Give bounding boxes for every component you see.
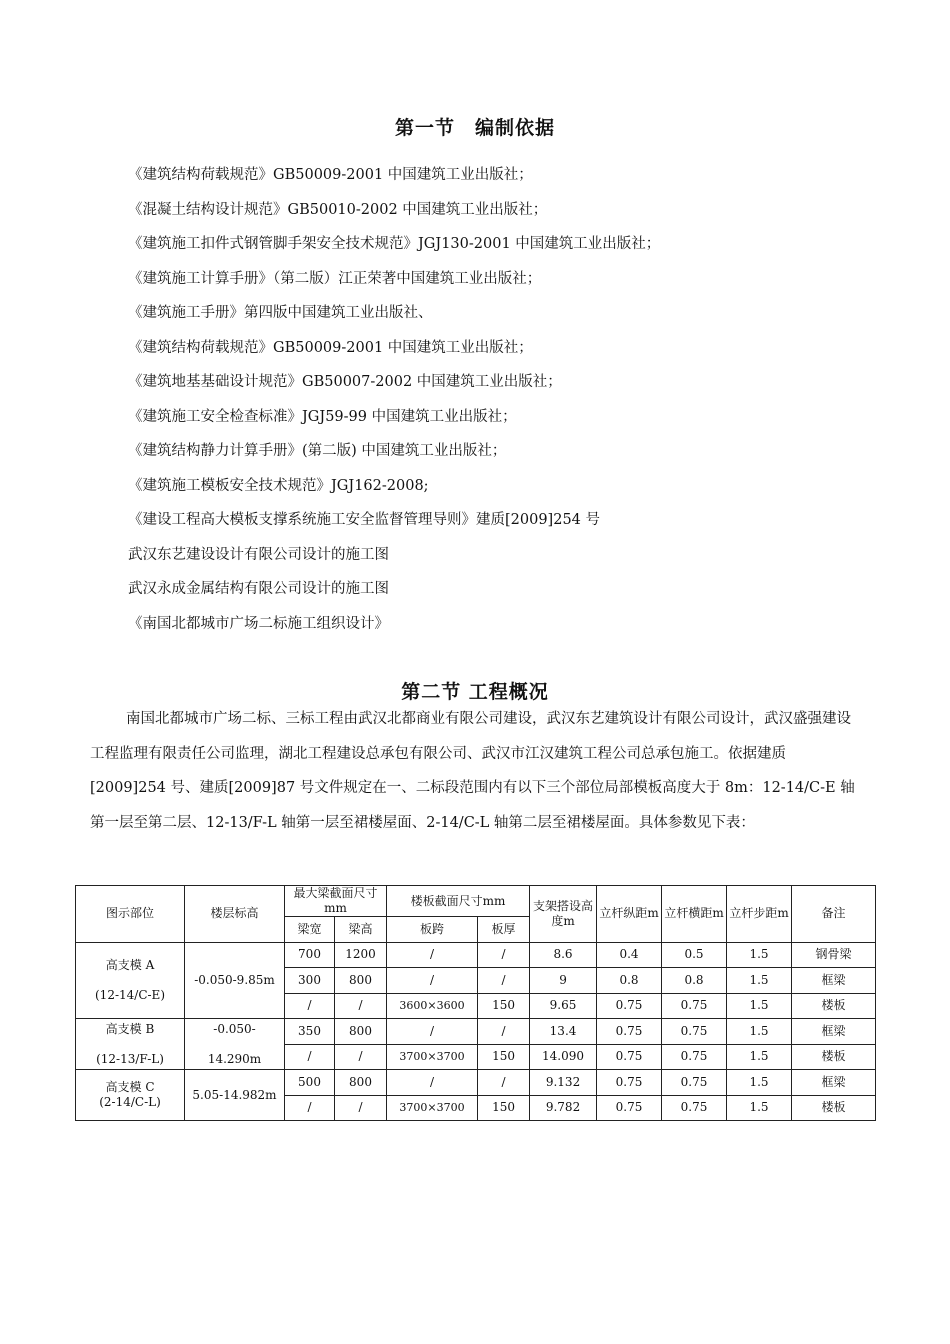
table-cell: 3600×3600 bbox=[387, 993, 478, 1019]
table-cell: 0.5 bbox=[662, 942, 727, 968]
reference-item: 《建筑施工手册》第四版中国建筑工业出版社、 bbox=[128, 305, 433, 321]
reference-item: 武汉东艺建设设计有限公司设计的施工图 bbox=[128, 546, 389, 563]
table-cell: 1200 bbox=[335, 942, 387, 968]
table-cell: / bbox=[478, 1070, 530, 1096]
header-trans: 立杆横距m bbox=[662, 886, 727, 943]
table-cell: 9.65 bbox=[530, 993, 597, 1019]
table-cell: 楼板 bbox=[792, 1044, 876, 1070]
section1-title: 第一节 编制依据 bbox=[394, 117, 555, 139]
group-floor bbox=[185, 1019, 285, 1070]
table-cell: 14.090 bbox=[530, 1044, 597, 1070]
table-cell: 9.782 bbox=[530, 1095, 597, 1121]
table-cell: 0.75 bbox=[597, 993, 662, 1019]
group-floor: -0.050-9.85m bbox=[185, 942, 285, 1019]
reference-item: 《建筑地基基础设计规范》GB50007-2002 中国建筑工业出版社； bbox=[128, 374, 562, 390]
table-row bbox=[76, 1019, 876, 1045]
table-cell: 1.5 bbox=[727, 993, 792, 1019]
header-part: 图示部位 bbox=[76, 886, 185, 943]
reference-item: 《建筑施工计算手册》（第二版）江正荣著中国建筑工业出版社； bbox=[128, 270, 542, 287]
header-slab-span: 板跨 bbox=[387, 917, 478, 943]
table-cell: 0.75 bbox=[662, 1070, 727, 1096]
table-cell: 0.75 bbox=[662, 1019, 727, 1045]
table-cell: 0.75 bbox=[662, 1095, 727, 1121]
reference-item: 《建筑施工模板安全技术规范》JGJ162-2008; bbox=[128, 477, 429, 494]
table-cell: 9.132 bbox=[530, 1070, 597, 1096]
table-cell: 150 bbox=[478, 1044, 530, 1070]
table-cell: 0.4 bbox=[597, 942, 662, 968]
table-cell: 8.6 bbox=[530, 942, 597, 968]
group-label bbox=[76, 942, 185, 1019]
group-axis: (2-14/C-L) bbox=[99, 1095, 161, 1109]
table-cell: 1.5 bbox=[727, 1019, 792, 1045]
section2-title: 第二节 工程概况 bbox=[401, 681, 549, 703]
reference-item: 《建筑结构荷载规范》GB50009-2001 中国建筑工业出版社； bbox=[128, 339, 533, 356]
table-cell: 框梁 bbox=[792, 1070, 876, 1096]
table-cell: / bbox=[285, 1044, 335, 1070]
group-floor-line: -0.050- bbox=[213, 1021, 256, 1036]
table-cell: 钢骨梁 bbox=[792, 942, 876, 968]
table-cell: 9 bbox=[530, 968, 597, 994]
table-cell: 0.8 bbox=[662, 968, 727, 994]
header-floor: 楼层标高 bbox=[185, 886, 285, 943]
reference-item: 《建筑施工安全检查标准》JGJ59-99 中国建筑工业出版社； bbox=[128, 408, 517, 425]
table-cell: 1.5 bbox=[727, 1095, 792, 1121]
header-height: 支架搭设高度m bbox=[530, 886, 597, 943]
table-cell: 800 bbox=[335, 1070, 387, 1096]
parameter-table bbox=[75, 885, 876, 1121]
table-cell: 1.5 bbox=[727, 1044, 792, 1070]
table-cell: 3700×3700 bbox=[387, 1044, 478, 1070]
table-cell: 0.75 bbox=[662, 993, 727, 1019]
table-cell: / bbox=[387, 942, 478, 968]
reference-item: 《建筑结构静力计算手册》(第二版) 中国建筑工业出版社； bbox=[128, 443, 507, 459]
reference-item: 《混凝土结构设计规范》GB50010-2002 中国建筑工业出版社； bbox=[128, 201, 548, 218]
table-cell: / bbox=[478, 942, 530, 968]
table-cell: 楼板 bbox=[792, 993, 876, 1019]
group-axis: (12-13/F-L) bbox=[96, 1051, 164, 1066]
group-label bbox=[76, 1070, 185, 1121]
reference-item: 《建筑施工扣件式钢管脚手架安全技术规范》JGJ130-2001 中国建筑工业出版社； bbox=[128, 236, 661, 252]
table-cell: 0.75 bbox=[597, 1095, 662, 1121]
table-cell: / bbox=[285, 1095, 335, 1121]
table-cell: 框梁 bbox=[792, 968, 876, 994]
table-cell: / bbox=[387, 1019, 478, 1045]
reference-list bbox=[128, 163, 888, 646]
table-cell: / bbox=[478, 968, 530, 994]
overview-paragraph bbox=[90, 702, 855, 840]
table-cell: 0.75 bbox=[597, 1019, 662, 1045]
table-cell: 框梁 bbox=[792, 1019, 876, 1045]
header-slab: 楼板截面尺寸mm bbox=[387, 886, 530, 917]
group-name: 高支模 A bbox=[105, 957, 155, 972]
table-cell: 3700×3700 bbox=[387, 1095, 478, 1121]
overview-text: 南国北都城市广场二标、三标工程由武汉北都商业有限公司建设，武汉东艺建筑设计有限公司设计，武汉盛强建设工程监理有限责任公司监理，湖北工程建设总承包有限公司、武汉市江汉建筑工程公司总承包施工。依据建质[2009]254 号、建质[2009]87 号文件规定在一、二标段范围内有以下三个部位局部模板高度大于 8m：12-14/C-E 轴第一层至第二层、12-13/F-L 轴第一层至裙楼屋面、2-14/C-L 轴第二层至裙楼屋面。具体参数见下表： bbox=[90, 711, 855, 831]
header-long: 立杆纵距m bbox=[597, 886, 662, 943]
header-step: 立杆步距m bbox=[727, 886, 792, 943]
header-slab-thickness: 板厚 bbox=[478, 917, 530, 943]
header-note: 备注 bbox=[792, 886, 876, 943]
group-name: 高支模 B bbox=[105, 1021, 155, 1036]
table-cell: / bbox=[335, 1044, 387, 1070]
reference-item: 《建设工程高大模板支撑系统施工安全监督管理导则》建质[2009]254 号 bbox=[128, 512, 600, 528]
table-cell: 700 bbox=[285, 942, 335, 968]
header-beam: 最大梁截面尺寸mm bbox=[285, 886, 387, 917]
table-cell: / bbox=[335, 993, 387, 1019]
group-floor-line: 14.290m bbox=[207, 1051, 262, 1066]
table-cell: 0.75 bbox=[597, 1070, 662, 1096]
group-name: 高支模 C bbox=[105, 1080, 155, 1094]
header-beam-width: 梁宽 bbox=[285, 917, 335, 943]
group-floor: 5.05-14.982m bbox=[185, 1070, 285, 1121]
table-cell: / bbox=[387, 968, 478, 994]
table-cell: 300 bbox=[285, 968, 335, 994]
table-cell: 0.75 bbox=[662, 1044, 727, 1070]
table-cell: / bbox=[387, 1070, 478, 1096]
table-row bbox=[76, 942, 876, 968]
table-cell: / bbox=[335, 1095, 387, 1121]
table-row bbox=[76, 1070, 876, 1096]
group-label bbox=[76, 1019, 185, 1070]
table-cell: 150 bbox=[478, 1095, 530, 1121]
header-beam-height: 梁高 bbox=[335, 917, 387, 943]
table-cell: 350 bbox=[285, 1019, 335, 1045]
reference-item: 《南国北都城市广场二标施工组织设计》 bbox=[128, 615, 389, 632]
table-cell: 1.5 bbox=[727, 1070, 792, 1096]
group-axis: (12-14/C-E) bbox=[95, 987, 165, 1002]
table-cell: 楼板 bbox=[792, 1095, 876, 1121]
table-cell: 800 bbox=[335, 968, 387, 994]
table-cell: 1.5 bbox=[727, 942, 792, 968]
table-cell: 500 bbox=[285, 1070, 335, 1096]
reference-item: 武汉永成金属结构有限公司设计的施工图 bbox=[128, 581, 389, 597]
table-cell: 0.75 bbox=[597, 1044, 662, 1070]
table-cell: 150 bbox=[478, 993, 530, 1019]
table-cell: 800 bbox=[335, 1019, 387, 1045]
reference-item: 《建筑结构荷载规范》GB50009-2001 中国建筑工业出版社； bbox=[128, 167, 533, 183]
table-cell: / bbox=[478, 1019, 530, 1045]
table-cell: 0.8 bbox=[597, 968, 662, 994]
table-cell: 13.4 bbox=[530, 1019, 597, 1045]
table-cell: / bbox=[285, 993, 335, 1019]
table-cell: 1.5 bbox=[727, 968, 792, 994]
